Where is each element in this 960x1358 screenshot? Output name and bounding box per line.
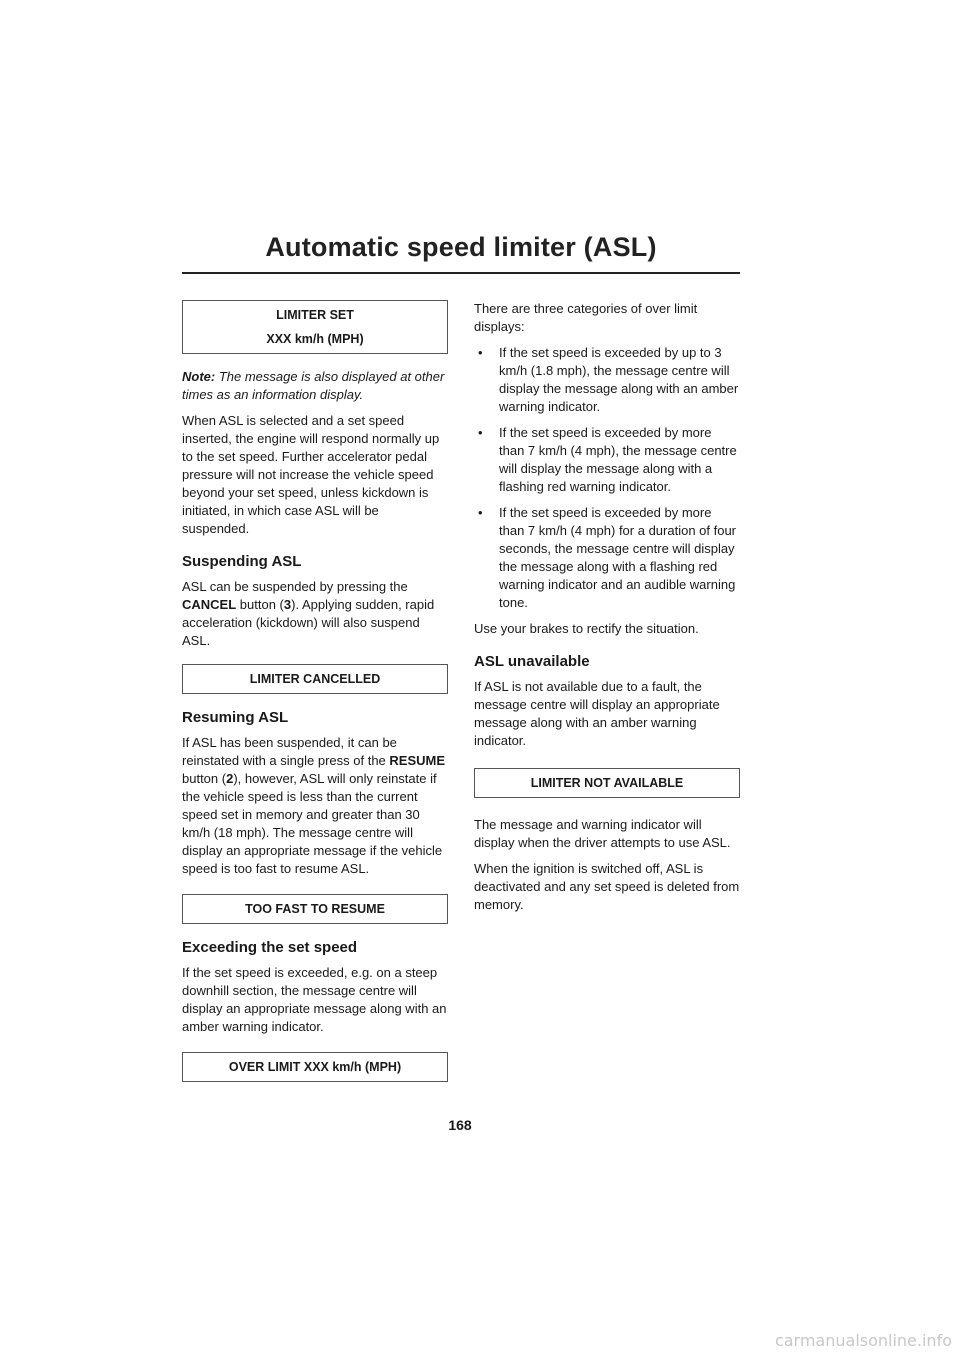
limiter-not-available-message-box: LIMITER NOT AVAILABLE bbox=[474, 768, 740, 798]
suspending-text-b: button ( bbox=[236, 597, 284, 612]
unavailable-paragraph: If ASL is not available due to a fault, the message centre will display an appropriate message along with an amber warning indicator. bbox=[474, 679, 720, 748]
list-item-text: If the set speed is exceeded by more than 7 km/h (4 mph) for a duration of four seconds, the message centre will display the message along with a flashing red warning indicator and an audible warning tone. bbox=[499, 505, 737, 610]
list-item bbox=[474, 424, 740, 496]
limiter-cancelled-message-box: LIMITER CANCELLED bbox=[182, 664, 448, 694]
resuming-text-c: ), however, ASL will only reinstate if the vehicle speed is less than the current speed set in memory and greater than 30 km/h (18 mph). The message centre will display an appropriate message if the vehicle speed is too fast to resume ASL. bbox=[182, 771, 443, 876]
page-title: Automatic speed limiter (ASL) bbox=[265, 232, 657, 262]
limiter-set-line1: LIMITER SET bbox=[276, 308, 354, 322]
watermark: carmanualsonline.info bbox=[774, 1331, 952, 1350]
note-text: The message is also displayed at other times as an information display. bbox=[182, 369, 445, 402]
resume-keyword: RESUME bbox=[389, 753, 446, 768]
heading-resuming-asl: Resuming ASL bbox=[182, 709, 289, 726]
resuming-text-b: button ( bbox=[182, 771, 227, 786]
exceeding-paragraph: If the set speed is exceeded, e.g. on a steep downhill section, the message centre will display an appropriate message along with an amber warning indicator. bbox=[182, 965, 447, 1034]
suspending-paragraph bbox=[182, 578, 448, 650]
heading-asl-unavailable: ASL unavailable bbox=[474, 653, 590, 670]
list-item-text: If the set speed is exceeded by up to 3 km/h (1.8 mph), the message centre will display the message along with an amber warning indicator. bbox=[499, 345, 739, 414]
left-column bbox=[182, 300, 448, 1096]
heading-suspending-asl: Suspending ASL bbox=[182, 553, 302, 570]
right-column bbox=[474, 300, 740, 922]
resuming-paragraph bbox=[182, 734, 448, 878]
categories-intro: There are three categories of over limit displays: bbox=[474, 301, 698, 334]
after-box-paragraph-1: The message and warning indicator will display when the driver attempts to use ASL. bbox=[474, 817, 731, 850]
brakes-paragraph: Use your brakes to rectify the situation. bbox=[474, 621, 699, 636]
cancel-button-number: 3 bbox=[283, 597, 292, 612]
suspending-text-c: ). Applying sudden, rapid acceleration (kickdown) will also suspend ASL. bbox=[182, 597, 435, 648]
limiter-set-line2: XXX km/h (MPH) bbox=[266, 332, 364, 346]
list-item bbox=[474, 504, 740, 612]
list-item bbox=[474, 344, 740, 416]
bullet-icon: • bbox=[478, 425, 483, 440]
note-label: Note: bbox=[182, 369, 216, 384]
limiter-set-message-box bbox=[182, 300, 448, 354]
cancel-keyword: CANCEL bbox=[182, 597, 237, 612]
resuming-text-a: If ASL has been suspended, it can be reinstated with a single press of the bbox=[182, 735, 397, 768]
bullet-icon: • bbox=[478, 505, 483, 520]
resume-button-number: 2 bbox=[226, 771, 234, 786]
page-number: 168 bbox=[448, 1117, 472, 1133]
title-rule bbox=[182, 272, 740, 274]
heading-exceeding-set-speed: Exceeding the set speed bbox=[182, 939, 358, 956]
after-box-paragraph-2: When the ignition is switched off, ASL is deactivated and any set speed is deleted from memory. bbox=[474, 861, 740, 912]
note bbox=[182, 368, 448, 404]
bullet-icon: • bbox=[478, 345, 483, 360]
intro-paragraph: When ASL is selected and a set speed inserted, the engine will respond normally up to the set speed. Further accelerator pedal pressure will not increase the vehicle speed beyond your set speed, unless kickdown is initiated, in which case ASL will be suspended. bbox=[182, 413, 440, 536]
over-limit-message-box: OVER LIMIT XXX km/h (MPH) bbox=[182, 1052, 448, 1082]
suspending-text-a: ASL can be suspended by pressing the bbox=[182, 579, 408, 594]
list-item-text: If the set speed is exceeded by more than 7 km/h (4 mph), the message centre will display the message along with a flashing red warning indicator. bbox=[499, 425, 737, 494]
too-fast-to-resume-message-box: TOO FAST TO RESUME bbox=[182, 894, 448, 924]
over-limit-categories-list bbox=[474, 344, 740, 612]
